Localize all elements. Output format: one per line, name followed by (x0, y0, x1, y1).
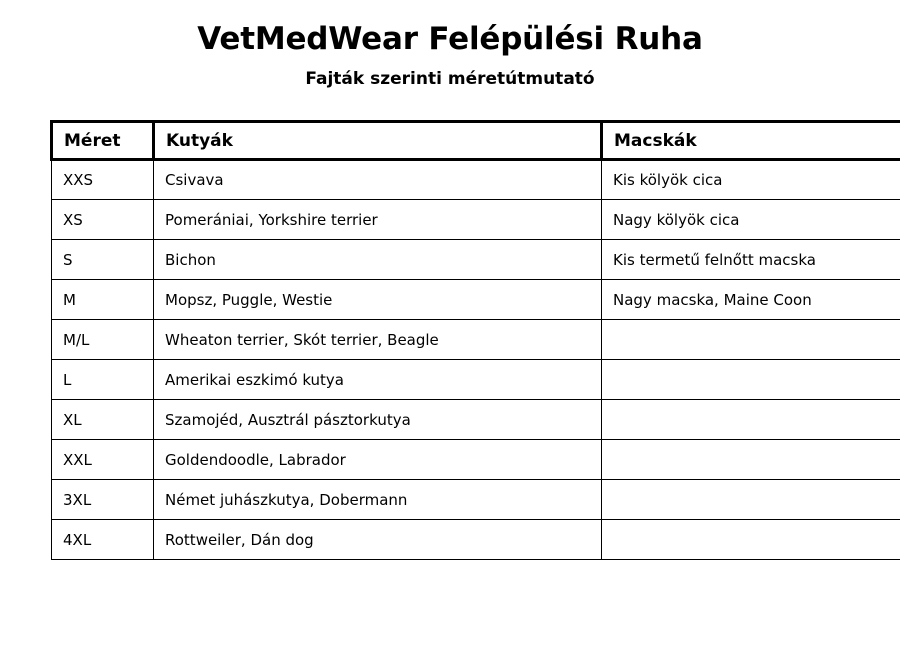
table-row (52, 280, 900, 320)
cell-size: XL (52, 400, 154, 440)
cell-dogs: Bichon (154, 240, 602, 280)
cell-dogs: Mopsz, Puggle, Westie (154, 280, 602, 320)
table-header-row (52, 122, 900, 160)
column-header-cats: Macskák (602, 122, 900, 160)
table-row (52, 240, 900, 280)
cell-size: M (52, 280, 154, 320)
table-row (52, 320, 900, 360)
cell-cats (602, 480, 900, 520)
size-table-container (50, 120, 900, 560)
size-guide-table (50, 120, 900, 560)
cell-dogs: Pomerániai, Yorkshire terrier (154, 200, 602, 240)
cell-dogs: Csivava (154, 160, 602, 200)
table-row (52, 440, 900, 480)
cell-dogs: Rottweiler, Dán dog (154, 520, 602, 560)
cell-cats (602, 360, 900, 400)
cell-cats (602, 520, 900, 560)
cell-size: M/L (52, 320, 154, 360)
table-body (52, 160, 900, 560)
page-title: VetMedWear Felépülési Ruha (197, 21, 703, 57)
cell-dogs: Wheaton terrier, Skót terrier, Beagle (154, 320, 602, 360)
cell-size: 3XL (52, 480, 154, 520)
cell-cats: Nagy kölyök cica (602, 200, 900, 240)
cell-cats: Kis termetű felnőtt macska (602, 240, 900, 280)
table-row (52, 400, 900, 440)
cell-cats: Kis kölyök cica (602, 160, 900, 200)
column-header-size: Méret (52, 122, 154, 160)
cell-dogs: Szamojéd, Ausztrál pásztorkutya (154, 400, 602, 440)
cell-cats (602, 400, 900, 440)
cell-dogs: Német juhászkutya, Dobermann (154, 480, 602, 520)
cell-cats (602, 440, 900, 480)
table-row (52, 160, 900, 200)
cell-size: XXL (52, 440, 154, 480)
cell-size: 4XL (52, 520, 154, 560)
table-row (52, 200, 900, 240)
table-row (52, 480, 900, 520)
cell-dogs: Amerikai eszkimó kutya (154, 360, 602, 400)
cell-size: L (52, 360, 154, 400)
page-subtitle: Fajták szerinti méretútmutató (305, 69, 595, 89)
table-row (52, 520, 900, 560)
cell-size: S (52, 240, 154, 280)
cell-size: XS (52, 200, 154, 240)
cell-cats: Nagy macska, Maine Coon (602, 280, 900, 320)
column-header-dogs: Kutyák (154, 122, 602, 160)
cell-cats (602, 320, 900, 360)
cell-dogs: Goldendoodle, Labrador (154, 440, 602, 480)
table-row (52, 360, 900, 400)
cell-size: XXS (52, 160, 154, 200)
table-header (52, 122, 900, 160)
